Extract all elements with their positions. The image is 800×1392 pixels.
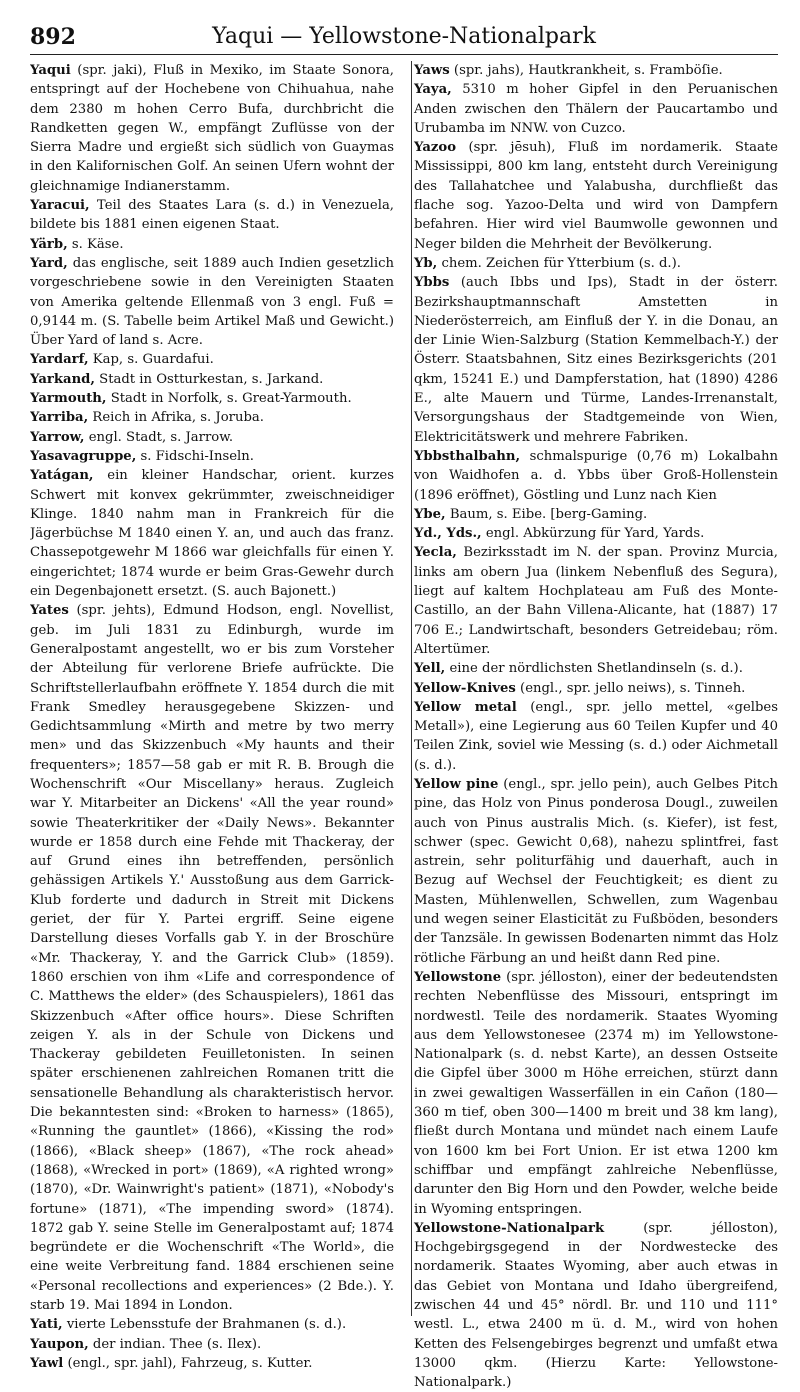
dictionary-entry [30,1335,394,1354]
entry-lemma: Yarmouth, [30,391,107,407]
dictionary-entry [30,1354,394,1373]
dictionary-entry [414,505,778,524]
dictionary-entry [414,138,778,254]
entry-lemma: Yati, [30,1317,63,1333]
dictionary-entry [414,61,778,80]
entry-text: Bezirksstadt im N. der span. Provinz Murcia, links am obern Jua (linkem Nebenfluß des Segura), liegt auf kaltem Hochplateau am Fuß des Monte-Castillo, an der Bahn Villena-Alicante, hat (1887) 17 706 E.; Landwirtschaft, besonders Getreidebau; röm. Altertümer. [414,545,778,657]
entry-lemma: Ybe, [414,506,446,522]
page-number: 892 [30,24,76,50]
entry-lemma: Yärb, [30,236,68,252]
entry-text: der indian. Thee (s. Ilex). [92,1336,262,1352]
dictionary-entry [30,1315,394,1334]
entry-lemma: Yb, [414,255,438,271]
dictionary-entry [414,679,778,698]
entry-text: (engl., spr. jello pein), auch Gelbes Pitch pine, das Holz von Pinus ponderosa Dougl., zuweilen auch von Pinus australis Mich. (s. Kiefer), ist fest, schwer (spec. Gewicht 0,68), nahezu splintfrei, fast astrein, sehr politurfähig und dauerhaft, auch in Bezug auf Wechsel der Feuchtigkeit; es dient zu Masten, Mühlenwellen, Schwellen, zum Wagenbau und wegen seiner Elasticität zu Fußböden, besonders der Tanzsäle. In gewissen Bodenarten nimmt das Holz rötliche Färbung an und heißt dann Red pine. [414,776,778,966]
dictionary-entry [30,389,394,408]
entry-lemma: Yaya, [414,82,452,98]
entry-lemma: Yawl [30,1355,64,1371]
entry-text: engl. Stadt, s. Jarrow. [88,429,234,445]
dictionary-entry [30,235,394,254]
dictionary-entry [414,273,778,447]
entry-text: (spr. jēsuh), Fluß im nordamerik. Staate Mississippi, 800 km lang, entsteht durch Vereinigung des Tallahatchee und Yalabusha, durchfließt das flache sog. Yazoo-Delta und wird von Dampfern befahren. Hier wird viel Baumwolle gewonnen und Neger bilden die Mehrheit der Bevölkerung. [414,140,778,252]
entry-text: (engl., spr. jello neiws), s. Tinneh. [520,680,746,696]
dictionary-entry [30,350,394,369]
entry-text: (spr. jélloston), Hochgebirgsgegend in der Nordwestecke des nordamerik. Staates Wyoming, aber auch etwas in das Gebiet von Montana und Idaho übergreifend, zwischen 44 und 45° nördl. Br. und 110 und 111° westl. L., etwa 2400 m ü. d. M., wird von hohen Ketten des Felsengebirges begrenzt und umfaßt etwa 13000 qkm. (Hierzu Karte: Yellowstone-Nationalpark.) [414,1220,778,1391]
entry-text: (engl., spr. jello mettel, «gelbes Metall»), eine Legierung aus 60 Teilen Kupfer und 40 Teilen Zink, soviel wie Messing (s. d.) oder Aichmetall (s. d.). [414,699,778,773]
dictionary-entry [414,543,778,659]
dictionary-entry [30,428,394,447]
entry-text: (engl., spr. jahl), Fahrzeug, s. Kutter. [67,1355,313,1371]
entry-lemma: Yaqui [30,63,71,78]
dictionary-entry [30,61,394,196]
entry-text: Baum, s. Eibe. [berg-Gaming. [449,506,648,522]
entry-lemma: Yellow pine [414,776,499,792]
dictionary-entry [414,80,778,138]
entry-lemma: Yarriba, [30,410,89,426]
entry-lemma: Yates [30,603,69,619]
left-column [30,61,404,1392]
entry-text: vierte Lebensstufe der Brahmanen (s. d.). [66,1317,347,1333]
dictionary-entry [414,447,778,505]
entry-lemma: Yecla, [414,545,457,561]
entry-lemma: Yellow metal [414,699,517,715]
entry-lemma: Yarkand, [30,371,95,387]
entry-text: s. Käse. [71,236,124,252]
dictionary-entry [414,524,778,543]
entry-text: (auch Ibbs und Ips), Stadt in der österr. Bezirkshauptmannschaft Amstetten in Niederösterreich, am Einfluß der Y. in die Donau, an der Linie Wien-Salzburg (Station Kemmelbach-Y.) der Österr. Staatsbahnen, Sitz eines Bezirksgerichts (201 qkm, 15241 E.) und Dampferstation, hat (1890) 4286 E., alte Mauern und Türme, Landes-Irrenanstalt, Versorgungshaus der Stadtgemeinde von Wien, Elektricitätswerk und mehrere Fabriken. [414,275,778,445]
dictionary-entry [30,447,394,466]
entry-lemma: Yazoo [414,140,457,156]
entry-lemma: Yellowstone [414,969,502,985]
entry-lemma: Yardarf, [30,352,89,368]
dictionary-entry [414,968,778,1219]
entry-lemma: Yatágan, [30,468,94,484]
entry-text: Stadt in Norfolk, s. Great-Yarmouth. [110,391,352,407]
entry-text: schmalspurige (0,76 m) Lokalbahn von Waidhofen a. d. Ybbs über Groß-Hollenstein (1896 eröffnet), Göstling und Lunz nach Kien [414,448,778,503]
dictionary-entry [30,196,394,235]
entry-lemma: Yell, [414,661,446,677]
dictionary-entry [414,254,778,273]
entry-text: engl. Abkürzung für Yard, Yards. [485,526,705,542]
dictionary-entry [414,775,778,968]
text-columns [30,61,778,1392]
entry-text: (spr. jaki), Fluß in Mexiko, im Staate Sonora, entspringt auf der Hochebene von Chihuahua, nahe dem 2380 m hohen Cerro Bufa, durchbricht die Randketten gegen W., empfängt Zuflüsse von der Sierra Madre und ergießt sich südlich von Guaymas in den Kalifornischen Golf. An seinen Ufern wohnt der gleichnamige Indianerstamm. [30,63,394,194]
dictionary-entry [30,601,394,1315]
column-divider [411,61,412,1316]
entry-lemma: Yellow-Knives [414,680,516,696]
dictionary-entry [30,408,394,427]
dictionary-entry [414,698,778,775]
entry-text: s. Fidschi-Inseln. [140,448,254,464]
entry-lemma: Yard, [30,255,68,271]
entry-text: 5310 m hoher Gipfel in den Peruanischen Anden zwischen den Thälern der Paucartambo und Urubamba im NNW. von Cuzco. [414,82,778,136]
dictionary-entry [30,370,394,389]
entry-text: chem. Zeichen für Ytterbium (s. d.). [441,255,681,271]
entry-text: ein kleiner Handschar, orient. kurzes Schwert mit konvex gekrümmter, zweischneidiger Klinge. 1840 nahm man in Frankreich für die Jägerbüchse M 1840 einen Y. an, und auch das franz. Chassepotgewehr M 1866 war gleichfalls für einen Y. eingerichtet; 1874 wurde er beim Gras-Gewehr durch ein Degenbajonett ersetzt. (S. auch Bajonett.) [30,468,394,600]
entry-text: Reich in Afrika, s. Joruba. [92,410,264,426]
entry-lemma: Yaracui, [30,198,90,214]
dictionary-entry [414,1219,778,1392]
entry-lemma: Yaupon, [30,1336,89,1352]
entry-lemma: Yasavagruppe, [30,448,137,464]
entry-text: (spr. jahs), Hautkrankheit, s. Framböſie. [453,63,723,78]
running-title: Yaqui — Yellowstone-Nationalpark [212,24,596,49]
page-header [30,22,778,55]
entry-lemma: Ybbs [414,275,450,291]
entry-lemma: Yellowstone-Nationalpark [414,1220,605,1236]
dictionary-entry [414,659,778,678]
entry-lemma: Yd., Yds., [414,526,482,542]
entry-text: eine der nördlichsten Shetlandinseln (s. d.). [449,661,743,677]
entry-text: Stadt in Ostturkestan, s. Jarkand. [99,371,324,387]
dictionary-entry [30,254,394,350]
entry-lemma: Yarrow, [30,429,85,445]
entry-text: Kap, s. Guardafui. [92,352,214,368]
entry-text: (spr. jehts), Edmund Hodson, engl. Novellist, geb. im Juli 1831 zu Edinburgh, wurde im Generalpostamt angestellt, wo er bis zum Vorsteher der Abteilung für verlorene Briefe aufrückte. Die Schriftstellerlaufbahn eröffnete Y. 1854 durch die mit Frank Smedley herausgegebene Skizzen- und Gedichtsammlung «Mirth and metre by two merry men» und das Skizzenbuch «My haunts and their frequenters»; 1857—58 gab er mit R. B. Brough die Wochenschrift «Our Miscellany» heraus. Zugleich war Y. Mitarbeiter an Dickens' «All the year round» sowie Theaterkritiker der «Daily News». Bekannter wurde er 1858 durch eine Fehde mit Thackeray, der auf Grund eines ihn betreffenden, persönlich gehässigen Artikels Y.' Ausstoßung aus dem Garrick-Klub forderte und dadurch in Streit mit Dickens geriet, der für Y. Partei ergriff. Seine eigene Darstellung dieses Vorfalls gab Y. in der Broschüre «Mr. Thackeray, Y. and the Garrick Club» (1859). 1860 erschien von ihm «Life and correspondence of C. Matthews the elder» (des Schauspielers), 1861 das Skizzenbuch «After office hours». Diese Schriften zeigen Y. als in der Schule von Dickens und Thackeray gebildeten Feuilletonisten. In seinen später erschienenen zahlreichen Romanen tritt die sensationelle Behandlung als charakteristisch hervor. Die bekanntesten sind: «Broken to harness» (1865), «Running the gauntlet» (1866), «Kissing the rod» (1866), «Black sheep» (1867), «The rock ahead» (1868), «Wrecked in port» (1869), «A righted wrong» (1870), «Dr. Wainwright's patient» (1871), «Nobody's fortune» (1871), «The impending sword» (1874). 1872 gab Y. seine Stelle im Generalpostamt auf; 1874 begründete er die Wochenschrift «The World», die eine weite Verbreitung fand. 1884 erschienen seine «Personal recollections and experiences» (2 Bde.). Y. starb 19. Mai 1894 in London. [30,603,394,1313]
dictionary-entry [30,466,394,601]
right-column [404,61,778,1392]
entry-text: das englische, seit 1889 auch Indien gesetzlich vorgeschriebene sowie in den Vereinigten Staaten von Amerika geltende Ellenmaß von 3 engl. Fuß = 0,9144 m. (S. Tabelle beim Artikel Maß und Gewicht.) Über Yard of land s. Acre. [30,255,394,349]
entry-text: Teil des Staates Lara (s. d.) in Venezuela, bildete bis 1881 einen eigenen Staat. [30,198,394,233]
entry-lemma: Ybbsthalbahn, [414,448,521,464]
entry-lemma: Yaws [414,63,450,78]
entry-text: (spr. jélloston), einer der bedeutendsten rechten Nebenflüsse des Missouri, entspringt im nordwestl. Teile des nordamerik. Staates Wyoming aus dem Yellowstonesee (2374 m) im Yellowstone-Nationalpark (s. d. nebst Karte), an dessen Ostseite die Gipfel über 3000 m Höhe erreichen, stürzt dann in zwei gewaltigen Wasserfällen in ein Cañon (180—360 m tief, oben 300—1400 m breit und 38 km lang), fließt durch Montana und mündet nach einem Laufe von 1600 km bei Fort Union. Er ist etwa 1200 km schiffbar und empfängt zahlreiche Nebenflüsse, darunter den Big Horn und den Powder, welche beide in Wyoming entspringen. [414,969,778,1217]
